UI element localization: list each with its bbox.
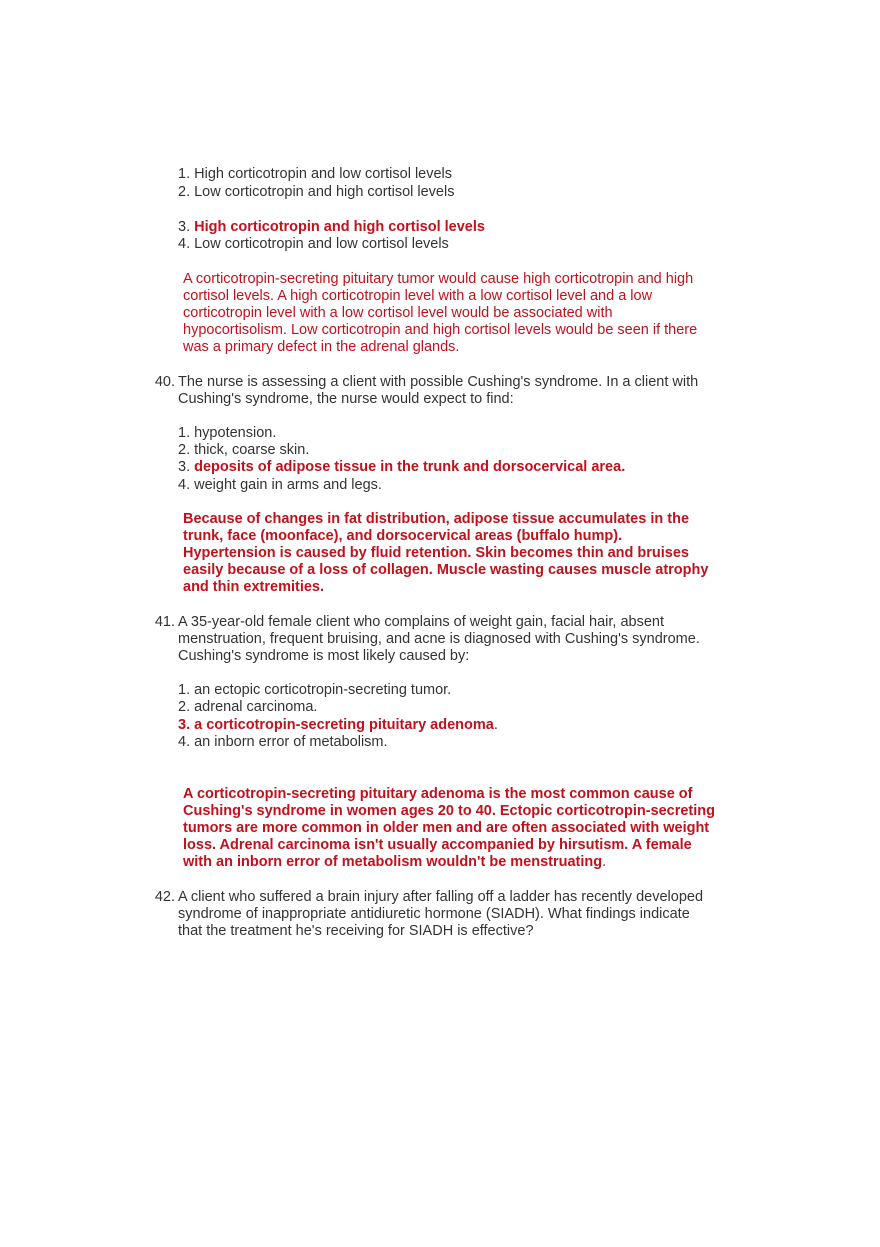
q39-option-2: 2. Low corticotropin and high cortisol levels (178, 184, 455, 200)
q40-option-1: 1. hypotension. (178, 425, 277, 441)
q39-option-4: 4. Low corticotropin and low cortisol levels (178, 236, 449, 252)
q41-rationale-last-line (183, 854, 606, 871)
q41-question-line: A 35-year-old female client who complains of weight gain, facial hair, absent (178, 614, 665, 630)
q42-number: 42. (154, 889, 175, 905)
q39-option-3-answer (178, 219, 485, 236)
q40-option-2: 2. thick, coarse skin. (178, 442, 310, 458)
q40-question-line: Cushing's syndrome, the nurse would expect to find: (178, 391, 514, 407)
q41-option-1: 1. an ectopic corticotropin-secreting tumor. (178, 682, 452, 698)
q41-question-line: menstruation, frequent bruising, and acne is diagnosed with Cushing's syndrome. (178, 631, 700, 647)
q41-option-3-answer (178, 717, 498, 734)
q41-rationale-line: with an inborn error of metabolism wouldn't be menstruating (183, 854, 603, 870)
q41-rationale-line: tumors are more common in older men and are often associated with weight (183, 820, 710, 836)
q41-number: 41. (154, 614, 175, 630)
q40-answer-prefix: 3. (178, 459, 195, 475)
q41-rationale-line: loss. Adrenal carcinoma isn't usually accompanied by hirsutism. A female (183, 837, 692, 853)
q40-number: 40. (154, 374, 175, 390)
q42-question-line: syndrome of inappropriate antidiuretic hormone (SIADH). What findings indicate (178, 906, 690, 922)
q39-rationale-line: hypocortisolism. Low corticotropin and high cortisol levels would be seen if there (183, 322, 698, 338)
q41-rationale-suffix: . (602, 854, 607, 870)
q40-rationale-line: easily because of a loss of collagen. Muscle wasting causes muscle atrophy (183, 562, 709, 578)
q39-answer-prefix: 3. (178, 219, 195, 235)
q39-rationale-line: was a primary defect in the adrenal glands. (183, 339, 460, 355)
q42-question-line: A client who suffered a brain injury after falling off a ladder has recently developed (178, 889, 704, 905)
q40-rationale-line: Because of changes in fat distribution, adipose tissue accumulates in the (183, 511, 690, 527)
q40-question-line: The nurse is assessing a client with possible Cushing's syndrome. In a client with (178, 374, 699, 390)
q41-option-4: 4. an inborn error of metabolism. (178, 734, 388, 750)
q40-answer-text: deposits of adipose tissue in the trunk and dorsocervical area. (194, 459, 626, 475)
q40-option-4: 4. weight gain in arms and legs. (178, 477, 382, 493)
q41-question-line: Cushing's syndrome is most likely caused by: (178, 648, 470, 664)
q39-option-1: 1. High corticotropin and low cortisol levels (178, 166, 453, 182)
q40-rationale-line: Hypertension is caused by fluid retention. Skin becomes thin and bruises (183, 545, 689, 561)
q40-option-3-answer (178, 459, 625, 476)
q39-answer-text: High corticotropin and high cortisol levels (194, 219, 485, 235)
q41-answer-suffix: . (493, 717, 498, 733)
q41-rationale-line: Cushing's syndrome in women ages 20 to 40. Ectopic corticotropin-secreting (183, 803, 716, 819)
q41-rationale-line: A corticotropin-secreting pituitary adenoma is the most common cause of (183, 786, 693, 802)
q40-rationale-line: and thin extremities. (183, 579, 325, 595)
q40-rationale-line: trunk, face (moonface), and dorsocervical areas (buffalo hump). (183, 528, 623, 544)
q41-answer-text: 3. a corticotropin-secreting pituitary adenoma (178, 717, 494, 733)
q42-question-line: that the treatment he's receiving for SIADH is effective? (178, 923, 534, 939)
q39-rationale-line: corticotropin level with a low cortisol level would be associated with (183, 305, 613, 321)
q41-option-2: 2. adrenal carcinoma. (178, 699, 318, 715)
q39-rationale-line: cortisol levels. A high corticotropin level with a low cortisol level and a low (183, 288, 653, 304)
q39-rationale-line: A corticotropin-secreting pituitary tumor would cause high corticotropin and high (183, 271, 694, 287)
